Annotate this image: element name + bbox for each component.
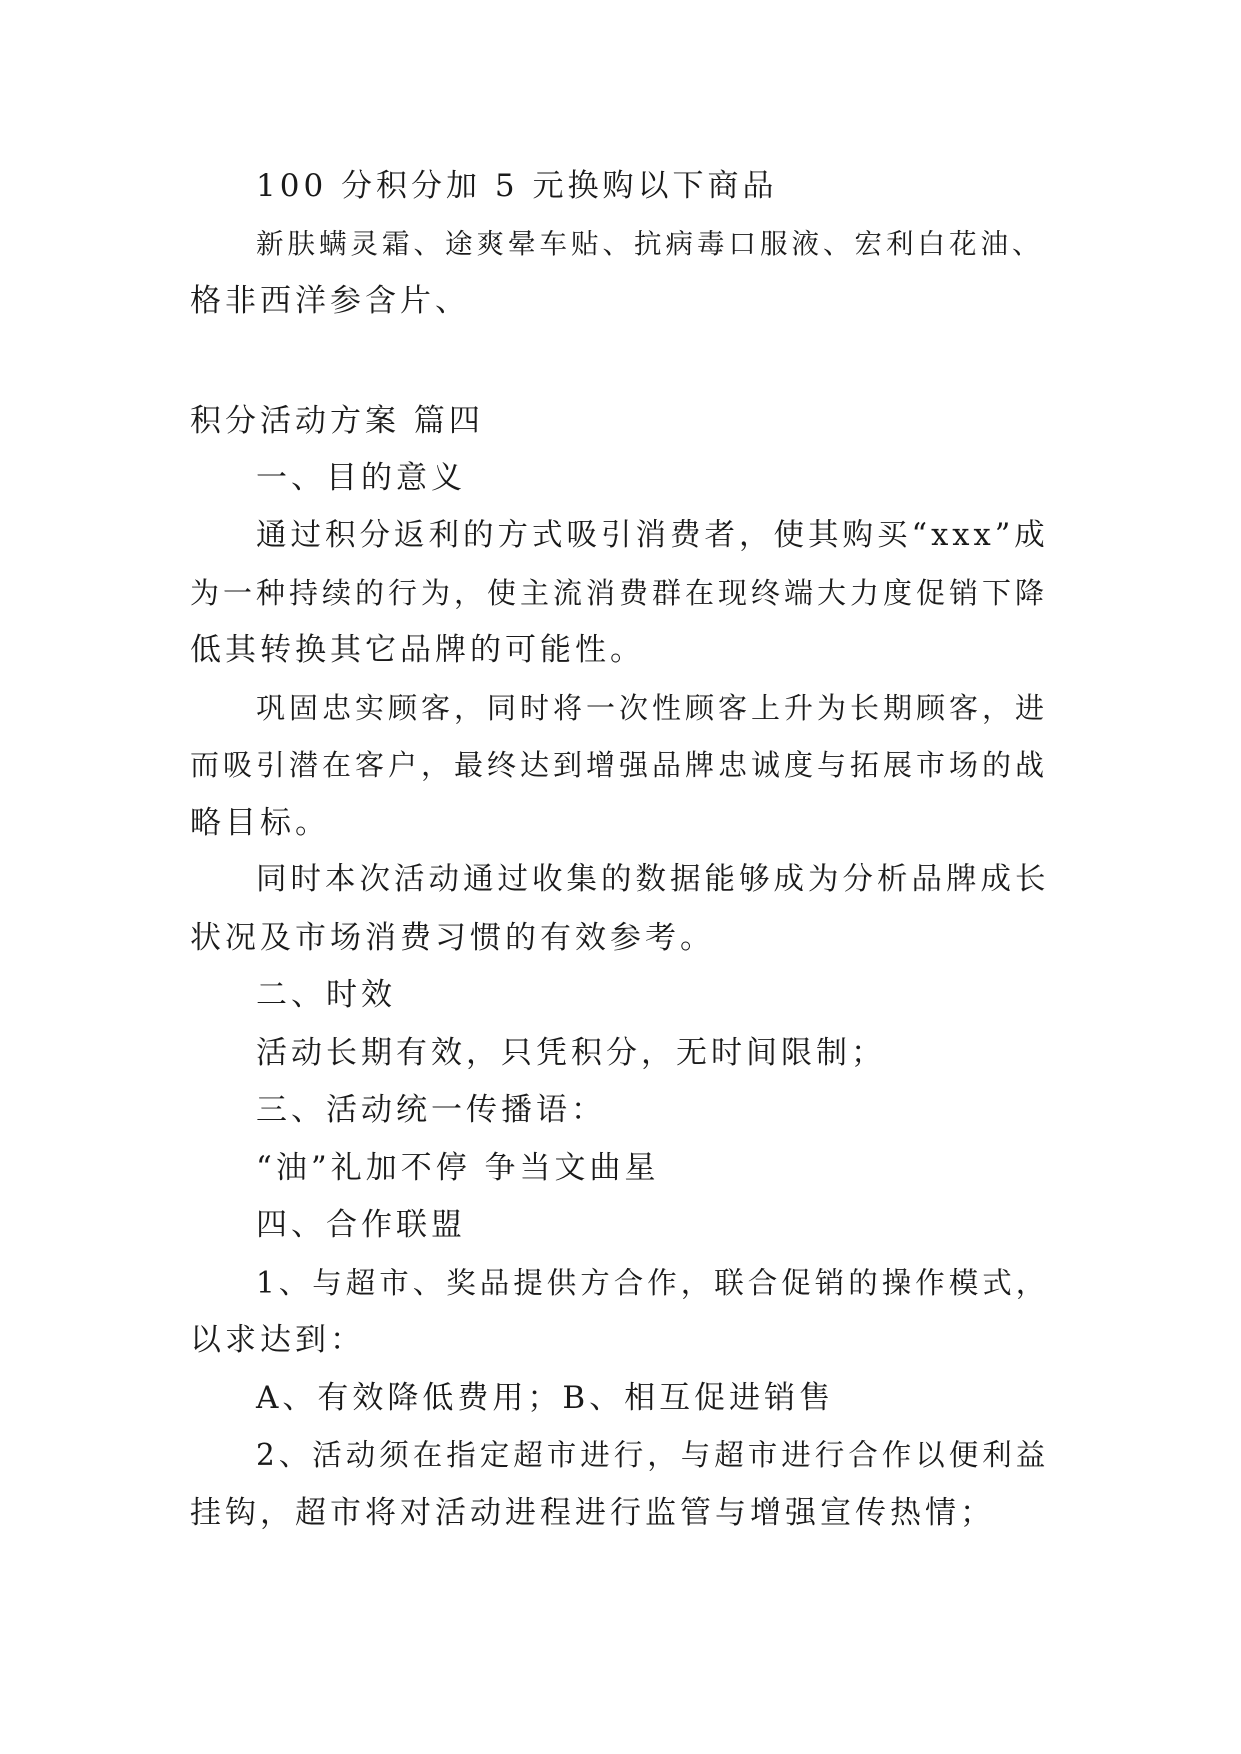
text-line: 1、与超市、奖品提供方合作，联合促销的操作模式， bbox=[256, 1266, 1050, 1300]
subheading: 一、目的意义 bbox=[256, 460, 466, 496]
text-line: 活动长期有效，只凭积分，无时间限制； bbox=[256, 1035, 886, 1071]
text-line: 巩固忠实顾客，同时将一次性顾客上升为长期顾客，进 bbox=[256, 691, 1049, 725]
text-line: 低其转换其它品牌的可能性。 bbox=[190, 632, 645, 668]
text-line: 100 分积分加 5 元换购以下商品 bbox=[256, 168, 778, 204]
text-line: 同时本次活动通过收集的数据能够成为分析品牌成长 bbox=[256, 862, 1050, 897]
text-line: 略目标。 bbox=[190, 805, 330, 841]
text-line: 为一种持续的行为，使主流消费群在现终端大力度促销下降 bbox=[190, 576, 1049, 610]
text-line: 新肤螨灵霜、途爽晕车贴、抗病毒口服液、宏利白花油、 bbox=[256, 228, 1044, 260]
text-line: 2、活动须在指定超市进行，与超市进行合作以便利益 bbox=[256, 1438, 1050, 1472]
subheading: 二、时效 bbox=[256, 977, 396, 1013]
text-line: 通过积分返利的方式吸引消费者，使其购买“xxx”成 bbox=[256, 518, 1049, 553]
slogan: “油”礼加不停 争当文曲星 bbox=[256, 1150, 660, 1186]
text-line: 状况及市场消费习惯的有效参考。 bbox=[190, 920, 715, 956]
text-line: A、有效降低费用；B、相互促进销售 bbox=[256, 1380, 835, 1416]
section-heading: 积分活动方案 篇四 bbox=[190, 403, 484, 439]
text-line: 而吸引潜在客户，最终达到增强品牌忠诚度与拓展市场的战 bbox=[190, 748, 1049, 782]
text-line: 格非西洋参含片、 bbox=[190, 283, 470, 319]
text-line: 挂钩，超市将对活动进程进行监管与增强宣传热情； bbox=[190, 1495, 995, 1531]
text-line: 以求达到： bbox=[190, 1322, 365, 1358]
subheading: 三、活动统一传播语： bbox=[256, 1092, 606, 1128]
subheading: 四、合作联盟 bbox=[256, 1207, 466, 1243]
